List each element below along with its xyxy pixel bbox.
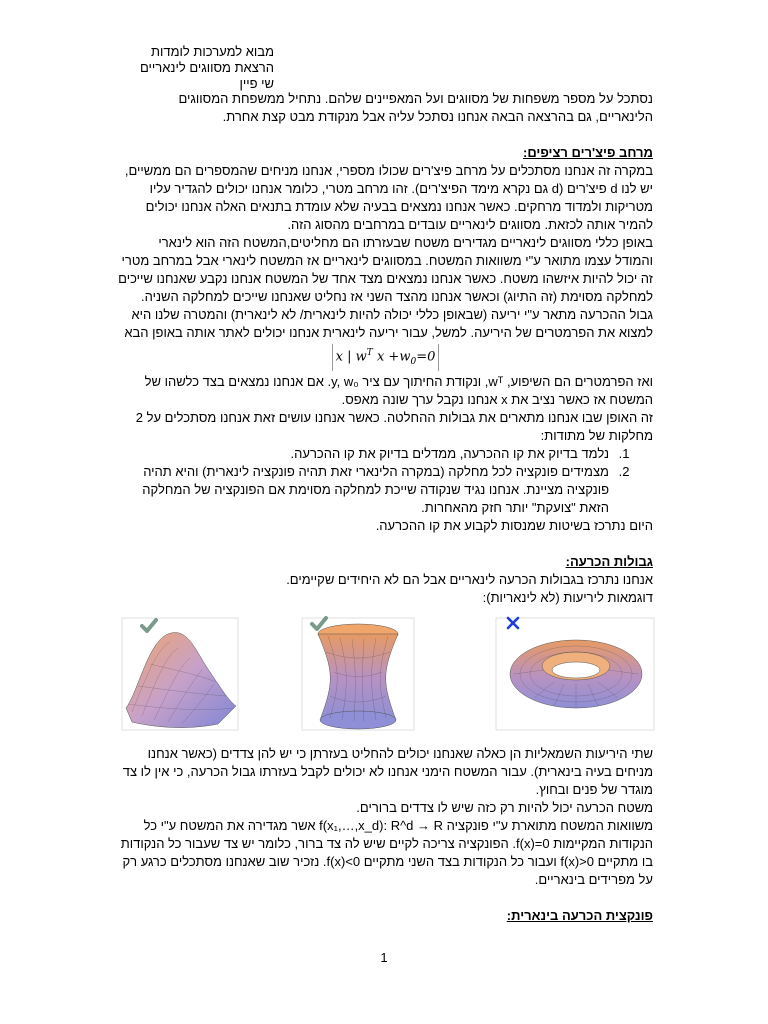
- lecture-title: הרצאת מסווגים לינאריים: [139, 60, 274, 75]
- paragraph-methods-intro: זה האופן שבו אנחנו מתארים את גבולות ההחלטה. כאשר אנחנו עושים זאת אנחנו מסתכלים על 2 מחלקות של מתודות:: [135, 409, 653, 443]
- figure-torus-surface: [494, 612, 658, 736]
- paragraph-parameters: ואז הפרמטרים הם השיפוע, wᵀ, ונקודת החיתוך עם ציר y, w₀. אם אנחנו נמצאים בצד כלשהו של המשטח אז כאשר נציב את x אנחנו נקבל ערך שונה מאפס.: [144, 373, 653, 407]
- methods-list: [118, 445, 653, 517]
- author-name: שי פיין: [239, 76, 274, 91]
- check-icon: [140, 618, 158, 634]
- course-title: מבוא למערכות לומדות: [151, 44, 274, 59]
- paragraph-boundaries-focus: אנחנו נתרכז בגבולות הכרעה לינאריים אבל הם לא היחידים שקיימים.: [286, 571, 653, 587]
- x-icon: [506, 616, 520, 630]
- list-item: 2. מצמידים פונקציה לכל מחלקה (במקרה הלינארי זאת תהיה פונקציה לינארית) והיא תהיה פונקציה מציינת. אנחנו נגיד שנקודה שייכת למחלקה מסוימת אם הפונקציה של המחלקה הזאת "צועקת" יותר חזק מהאחרות.: [118, 463, 615, 517]
- list-item: 1. נלמד בדיוק את קו ההכרעה, ממדלים בדיוק את קו ההכרעה.: [118, 445, 615, 463]
- paragraph-metric-space: במקרה זה אנחנו מסתכלים על מרחב פיצ'רים שכולו מספרי, אנחנו מניחים שהמספרים הם ממשיים, יש לנו d פיצ'רים (d גם נקרא מימד הפיצ'רים). זהו מרחב מטרי, כלומר אנחנו יכולים להגדיר עליו מטריקות ולמדוד מרחקים. כאשר אנחנו נמצאים בבעיה שלא עומדת בתנאים האלה אנחנו יכולים להמיר אותה לכזאת. מסווגים לינאריים עובדים במרחבים מהסוג הזה.: [124, 163, 653, 232]
- hyperplane-formula: x | $w^T$ $x +w_0=0$: [118, 344, 653, 371]
- paragraph-surfaces-explained: שתי היריעות השמאליות הן כאלה שאנחנו יכולים להחליט בעזרתן כי יש להן צדדים (כאשר אנחנו מניחים בעיה בינארית). עבור המשטח הימני אנחנו לא יכולים לקבל בעזרתו גבול הכרעה, כי אין לו צד מוגדר של פנים ובחוץ.: [122, 745, 653, 797]
- document-header: [114, 44, 274, 92]
- figure-hyperboloid-surface: [298, 612, 418, 736]
- document-body: [118, 90, 653, 925]
- paragraph-today-focus: היום נתרכז בשיטות שמנסות לקבוע את קו ההכרעה.: [375, 517, 653, 533]
- check-icon: [310, 616, 328, 632]
- bump-surface-image: [118, 612, 244, 736]
- section-heading-continuous-features: מרחב פיצ'רים רציפים:: [522, 145, 653, 160]
- torus-surface-image: [494, 612, 658, 736]
- paragraph-linear-surface: באופן כללי מסווגים לינאריים מגדירים משטח שבעזרתו הם מחליטים,המשטח הזה הוא לינארי והמודל עצמו מתואר ע"י משוואות המשטח. במסווגים לינאריים אז המשטח לינארי אבל במרחב מטרי זה יכול להיות איזשהו משטח. כאשר אנחנו נמצאים מצד אחד של המשטח אנחנו נקבע שאנחנו שייכים למחלקה מסוימת (זה התיוג) וכאשר אנחנו מהצד השני אז נחליט שאנחנו שייכים למחלקה השניה. גבול ההכרעה מתאר ע"י יריעה (שבאופן כללי יכולה להיות לינארית/ לא לינארית) והמטרה שלנו היא למצוא את הפרמטרים של היריעה. למשל, עבור יריעה לינארית אנחנו יכולים לאתר אותה באופן הבא: [118, 235, 653, 340]
- section-heading-binary-decision: פונקצית הכרעה בינארית:: [506, 907, 653, 923]
- page-number: 1: [380, 950, 388, 965]
- intro-paragraph: נסתכל על מספר משפחות של מסווגים ועל המאפיינים שלהם. נתחיל ממשפחת המסווגים הלינאריים, גם בהרצאה הבאה אנחנו נסתכל עליה אבל מנקודת מבט קצת אחרת.: [178, 91, 653, 124]
- paragraph-surface-function: משוואות המשטח מתוארת ע"י פונקציה f(x₁,…,x_d): R^d → R אשר מגדירה את המשטח ע"י כל הנקודות המקיימות f(x)=0. הפונקציה צריכה לקיים שיש לה צד ברור, כלומר יש צד שעבור כל הנקודות בו מתקיים f(x)>0 ועבור כל הנקודות בצד השני מתקיים f(x)<0. נזכיר שוב שאנחנו מסתכלים כרגע רק על מפרידים בינאריים.: [120, 817, 653, 887]
- paragraph-examples-label: דוגמאות ליריעות (לא לינאריות):: [482, 589, 653, 605]
- section-heading-decision-boundaries: גבולות הכרעה:: [565, 553, 653, 569]
- paragraph-clear-sides: משטח הכרעה יכול להיות רק כזה שיש לו צדדים ברורים.: [356, 799, 653, 815]
- surface-figures: [118, 612, 658, 736]
- figure-bump-surface: [118, 612, 244, 736]
